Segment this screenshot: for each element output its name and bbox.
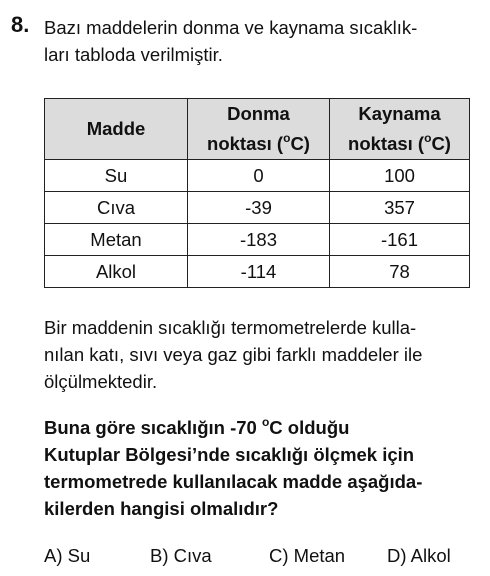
table-header-row bbox=[45, 99, 470, 160]
table-row bbox=[45, 192, 470, 224]
header-kaynama bbox=[330, 99, 470, 160]
paragraph-line: Bir maddenin sıcaklığı termometrelerde kulla- bbox=[44, 317, 417, 338]
option-b[interactable]: B) Cıva bbox=[150, 545, 212, 566]
paragraph-line: nılan katı, sıvı veya gaz gibi farklı maddeler ile bbox=[44, 344, 423, 365]
header-donma bbox=[188, 99, 330, 160]
question-line-1: Buna göre sıcaklığın -70 $^o$C olduğu bbox=[44, 415, 350, 438]
table-row bbox=[45, 160, 470, 192]
cell-madde: Metan bbox=[45, 224, 188, 256]
header-donma-line1: Donma bbox=[227, 103, 290, 124]
context-paragraph bbox=[44, 314, 474, 395]
table-row bbox=[45, 256, 470, 288]
intro-line-1: Bazı maddelerin donma ve kaynama sıcaklık- bbox=[44, 17, 418, 38]
cell-donma: -39 bbox=[188, 192, 330, 224]
question-stem bbox=[44, 409, 480, 522]
option-c[interactable]: C) Metan bbox=[269, 545, 346, 566]
question-line-2: Kutuplar Bölgesi’nde sıcaklığı ölçmek için bbox=[44, 444, 415, 465]
intro-text bbox=[44, 14, 474, 68]
cell-madde: Alkol bbox=[45, 256, 188, 288]
question-line-4: kilerden hangisi olmalıdır? bbox=[44, 498, 279, 519]
degree-sign: o bbox=[424, 131, 432, 145]
cell-donma: -183 bbox=[188, 224, 330, 256]
cell-kaynama: 100 bbox=[330, 160, 470, 192]
intro-line-2: ları tabloda verilmiştir. bbox=[44, 44, 223, 65]
temperature-table bbox=[44, 98, 470, 288]
degree-sign: o bbox=[261, 415, 270, 429]
option-d[interactable]: D) Alkol bbox=[387, 545, 451, 566]
cell-donma: 0 bbox=[188, 160, 330, 192]
question-line-3: termometrede kullanılacak madde aşağıda- bbox=[44, 471, 423, 492]
option-a[interactable]: A) Su bbox=[44, 545, 91, 566]
cell-kaynama: 357 bbox=[330, 192, 470, 224]
cell-madde: Su bbox=[45, 160, 188, 192]
cell-madde: Cıva bbox=[45, 192, 188, 224]
cell-kaynama: -161 bbox=[330, 224, 470, 256]
table-row bbox=[45, 224, 470, 256]
question-number: 8. bbox=[11, 12, 30, 37]
cell-donma: -114 bbox=[188, 256, 330, 288]
header-kaynama-line1: Kaynama bbox=[358, 103, 441, 124]
degree-sign: o bbox=[283, 131, 291, 145]
header-madde: Madde bbox=[45, 99, 188, 160]
header-kaynama-line2: noktası ($^o$C) bbox=[348, 131, 451, 154]
cell-kaynama: 78 bbox=[330, 256, 470, 288]
paragraph-line: ölçülmektedir. bbox=[44, 371, 158, 392]
header-donma-line2: noktası ($^o$C) bbox=[207, 131, 310, 154]
